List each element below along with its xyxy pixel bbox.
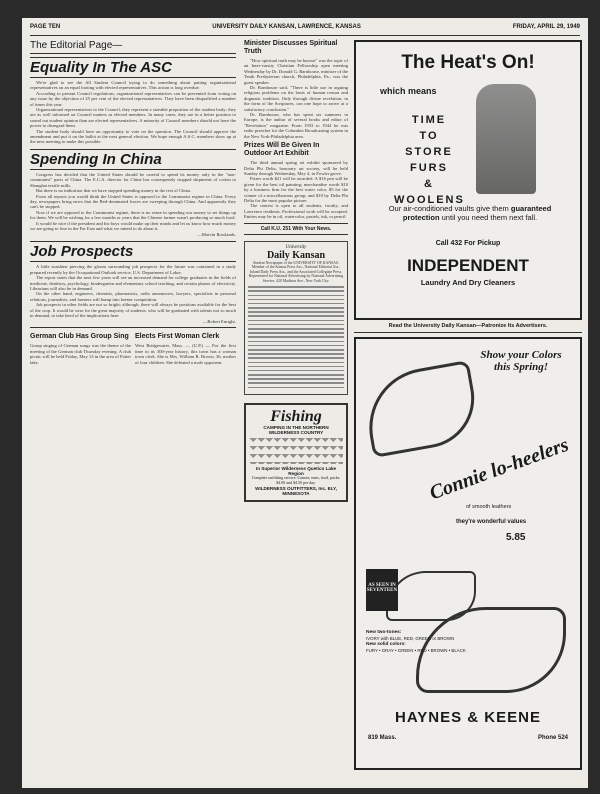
store-name: HAYNES & KEENE [395,709,541,726]
colors-heading: New two-tones: [366,630,402,635]
heat-word: FURS [410,162,448,174]
brief-news-row [30,327,236,365]
shoe-price: 5.85 [506,532,526,543]
kansan-description: Student Newspaper of the UNIVERSITY OF KANSAS. Member of the Kansas Press Ass., National Editorial Ass., Inland Daily Press Ass., and the Associated Collegiate Press. Represented for National Advertising by National Advertising Service, 420 Madison Ave., New York City. [248,260,344,283]
heat-ad-call: Call 432 For Pickup [435,240,501,247]
store-phone: Phone 524 [537,735,568,741]
minister-paragraph: Dr. Barnhouse said, "There is little use in arguing religious problems on the basis of human reason and dogmatic tradition. Only through divine revelation, in the form of the Scriptures, can one hope to arrive at a satisfactory conclusion." [244,85,348,112]
german-club-brief [30,330,131,365]
china-paragraph: Congress has decided that the United States should be careful to spend its money only in the "non-communist" parts of China. The E.C.A. director for China has consequently stopped shipments of cotton to Shanghai textile mills. [30,171,236,188]
shoe-brand: Connie lo-heelers [426,433,572,505]
minister-article [244,58,348,139]
jobs-paragraph: A little sunshine piercing the gloom surrounding job prospects for the future was contained in a study prepared recently by the Occupational Outlook service, U.S. Department of Labor. [30,264,236,275]
heat-word: STORE [405,146,453,158]
heat-word: TO [419,130,439,142]
forest-illustration [249,438,343,464]
minister-headline: Minister Discusses Spiritual Truth [244,40,338,55]
heat-ad-title: The Heat's On! [401,52,535,73]
colors-list: FURY • GRAY • GREEN • RED • BROWN • BLACK [366,647,466,653]
store-footer [368,735,568,741]
prizes-paragraph: Prizes worth $21 will be awarded. A $16 pen will be given for the best oil painting; merchandise worth $10 by a business firm for the best water color, $5 for the winner of a miscellaneous group, and $10 by Delta Phi Delta for the most popular picture. [244,176,348,203]
fishing-line1: CAMPING IN THE NORTHERN WILDERNESS COUNTRY [263,424,329,436]
patronize-line: Read the University Daily Kansan—Patronize Its Advertisers. [354,320,582,333]
prizes-article [244,160,348,219]
haynes-keene-shoe-ad [354,337,582,770]
news-column [244,40,348,502]
shoe-illustration [360,360,482,458]
shoe-colors [366,629,466,653]
heat-ad-words [394,112,464,208]
kansan-staff-box [244,241,348,395]
heat-ad-service: Laundry And Dry Cleaners [420,278,516,287]
section-title: The Editorial Page— [30,40,236,54]
news-callout: Call K.U. 251 With Your News. [244,223,348,235]
heat-word: & [424,178,434,190]
issue-date: FRIDAY, APRIL 29, 1949 [512,24,580,30]
fur-coat-illustration [476,84,536,194]
fishing-ad [244,403,348,502]
woman-clerk-text: West Bridgewater, Mass. — (U.P.) — For the first time in its 300-year history, this town has a woman town clerk. She is Mrs. William R. Brown, 36, mother of four children. She defeated a male opponent. [135,343,236,365]
china-signature: —Marvin Rowlands. [197,232,236,238]
newspaper-page [22,18,588,788]
minister-paragraph: "How spiritual truth may be known" was the topic of an Inter-varsity Christian Fellowship open meeting Wednesday by Dr. Donald G. Barnhouse, minister of the Tenth Presbyterian church, Philadelphia, Pa., was the guest speaker. [244,58,348,85]
prizes-paragraph: The third annual spring art exhibit sponsored by Delta Phi Delta, honorary art society, will be held Sunday through Wednesday, May 4, in Fowler grove. [244,160,348,176]
asc-paragraph: We're glad to see the All Student Council trying to do something about putting organizational representatives on an equal footing with elected representatives. This action is long overdue. [30,80,236,91]
shoe-sub1: of smooth leathers [466,504,512,510]
editorial-column [30,40,236,365]
woman-clerk-headline: Elects First Woman Clerk [135,333,220,341]
fishing-line3: Complete outfitting service. Canoes, tents, food, packs. $4.00 and $4.50 per day. [251,475,341,486]
asc-headline: Equality In The ASC [30,57,236,78]
page-number: PAGE TEN [30,24,61,30]
prizes-headline: Prizes Will Be Given In Outdoor Art Exhibit [244,142,320,158]
china-paragraph: But there is no indication that we have stopped spending money in the rest of China. [36,188,192,194]
jobs-paragraph: The report states that the next few years will see an increased demand for college graduates in the fields of medicine, dentistry, psychology, kindergarten and elementary school teaching, and certain phases of electricity. Librarians will also be in demand. [30,275,236,291]
page-masthead [30,24,580,36]
german-club-text: Group singing of German songs was the theme of the meeting of the German club Thursday evening. A club picnic will be held Friday, May 13 in the area of Potter lake. [30,343,131,365]
ads-column [354,40,582,770]
china-paragraph: It would be nice if the president and his boys would make up their minds and let us know how much money we are going to lose in the Far East and what we intend to do about it. [30,220,236,231]
store-address: 819 Mass. [368,735,397,741]
shoe-sub2: they're wonderful values [456,519,527,525]
fishing-line2: In Superior Wilderness Quetico Lake Region [255,465,337,477]
heat-body-b: guaranteed protection [402,204,552,222]
paper-name: UNIVERSITY DAILY KANSAN, LAWRENCE, KANSAS [212,24,361,30]
german-club-headline: German Club Has Group Sing [30,333,129,341]
shoe-ad-tagline: Show your Colors this Spring! [480,349,562,373]
independent-laundry-ad [354,40,582,320]
china-headline: Spending In China [30,149,236,170]
asc-paragraph: Organizational representatives to the Council, they represent a sizeable proportion of the student body; they are as well informed on Council matters as elected members. In many cases, they are in a better position to sound out student opinion than are elected representatives. A minority of Council members should not have the power to disregard them. [30,107,236,129]
fishing-line4: WILDERNESS OUTFITTERS, Inc. ELY, MINNESOTA [255,486,337,497]
colors-heading: New solid colors: [366,642,406,648]
kansan-nameplate: Daily Kansan [266,249,326,261]
heat-body-c: until you need them next fall. [441,213,538,222]
jobs-signature: —Robert Enright. [202,319,236,325]
china-paragraph: Now if we are opposed to the Communist regime, there is no sense in spending our money to set things up for them. We will be wishing for a few months or years that the Chinese farmer wasn't producing so much food. [30,209,236,221]
colors-list: IVORY with BLUE, RED, GREEN or BROWN [366,635,455,641]
asc-article [30,80,236,145]
heat-ad-body [370,204,570,222]
woman-clerk-brief [135,330,236,365]
china-paragraph: From all reports you would think the United States is opposed to the Communist regime in China. Every day, newspapers bring news that the Red-dominated forces are sweeping through China. And apparently they can't be stopped. [30,193,236,210]
heat-body-a: Our air-conditioned vaults give them [388,204,509,213]
jobs-paragraph: On the other hand, engineers, chemists, pharmacists, radio announcers, lawyers, specialists in personal relations, journalists, and farmers will bump into keener competition. [30,291,236,302]
staff-listing-unreadable [248,286,344,388]
minister-paragraph: Dr. Barnhouse, who has spent six summers in Europe, is the author of several books and editor of "Revelation" magazine. From 1933 to 1944 he was radio preacher for the Columbia Broadcasting system in the New York-Philadelphia area. [244,112,348,139]
heat-ad-company: INDEPENDENT [407,256,529,275]
seventeen-badge: AS SEEN IN SEVENTEEN [366,569,398,611]
kansan-university: University [285,244,307,250]
jobs-article [30,264,236,318]
heat-word: TIME [411,114,447,126]
jobs-headline: Job Prospects [30,241,236,262]
asc-paragraph: According to present Council regulations, organizational representatives can be prevented from voting on any issue by the objection of 25 per cent of the elected representatives. They have been disqualified a number of times this year. [30,90,236,107]
china-article [30,172,236,231]
fishing-title: Fishing [270,407,322,425]
heat-word: WOOLENS [394,194,465,206]
asc-paragraph: The student body should have an opportunity to vote on the question. The Council should approve the amendment and put it on the ballot at the next general election. We hope enough A.S.C. members show up at the next meeting to make this possible. [30,128,236,145]
prizes-paragraph: The contest is open to all students, faculty, and Lawrence residents. Professional work will be accepted. Entries may be in oil, watercolor, pastels, ink, or pencil. [244,203,348,220]
jobs-paragraph: Job prospects in other fields are not so bright; although, there will always be positions available for the best of the crop. It would be wise for the great majority of students, who will be graduated with talents not so much in demand, to take heed of the implications here. [30,302,236,318]
heat-ad-means: which means [380,86,437,96]
